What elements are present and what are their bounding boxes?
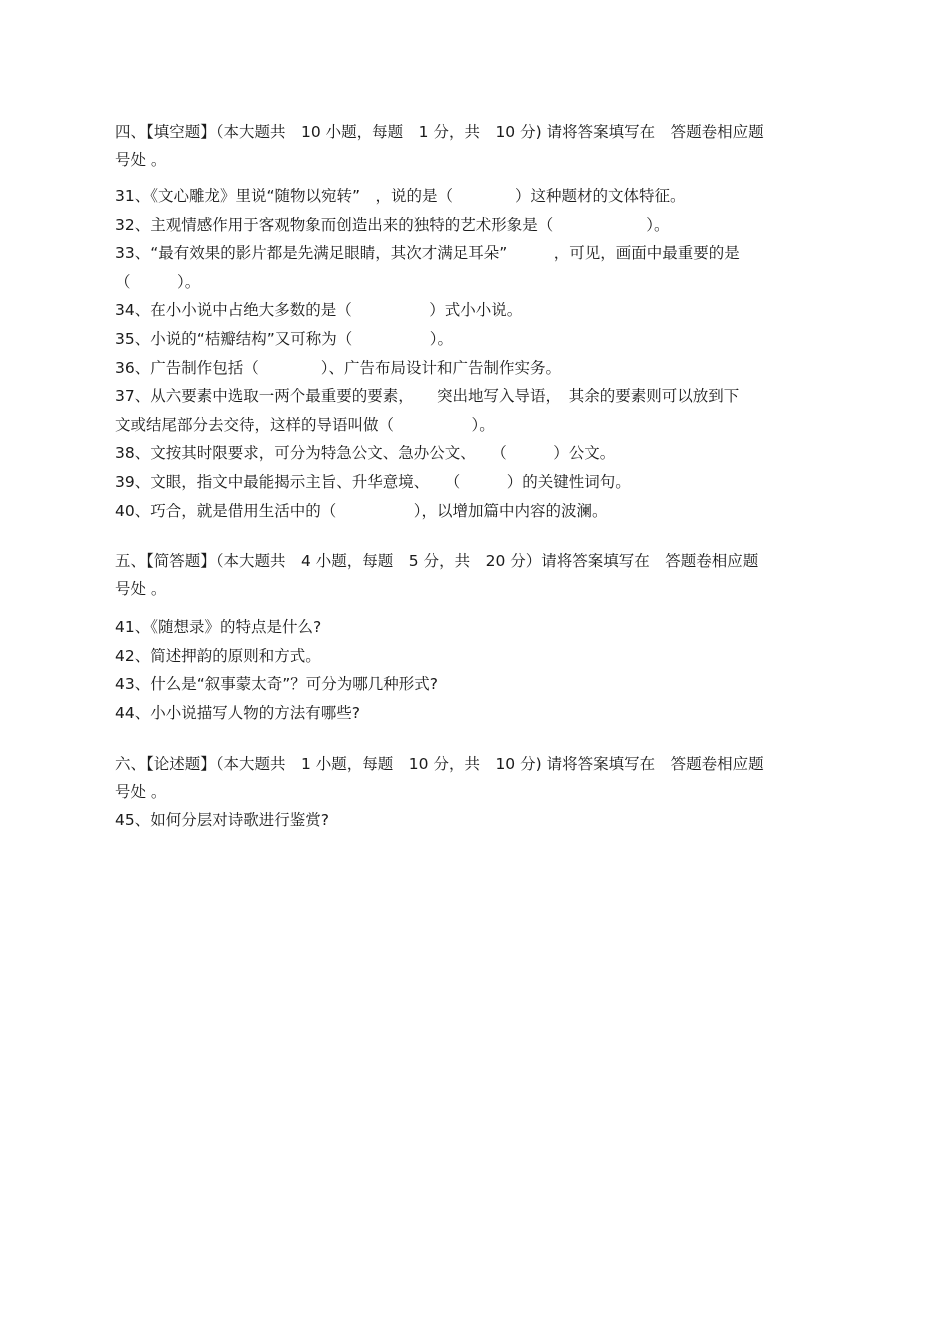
question-37: 37、从六要素中选取一两个最重要的要素， 突出地写入导语， 其余的要素则可以放到下 (115, 387, 740, 406)
question-list (115, 182, 827, 525)
section-header-line2: 号处 。 (115, 580, 167, 599)
question-36: 36、广告制作包括（ ）、广告布局设计和广告制作实务。 (115, 358, 561, 377)
question-34: 34、在小小说中占绝大多数的是（ ）式小小说。 (115, 301, 523, 320)
section-header (115, 750, 827, 806)
section-header (115, 547, 827, 603)
question-35: 35、小说的“桔瓣结构”又可称为（ ）。 (115, 329, 454, 348)
section-header-line2: 号处 。 (115, 782, 167, 801)
section-fill-in-blank (115, 118, 827, 525)
question-33: 33、“最有效果的影片都是先满足眼睛，其次才满足耳朵” ，可见，画面中最重要的是 (115, 244, 740, 263)
section-header-line1: 五、【简答题】（本大题共 4 小题，每题 5 分，共 20 分）请将答案填写在 答题卷相应题 (115, 552, 759, 571)
question-38: 38、文按其时限要求，可分为特急公文、急办公文、 （ ）公文。 (115, 444, 616, 463)
section-header-line1: 六、【论述题】（本大题共 1 小题，每题 10 分，共 10 分) 请将答案填写在 答题卷相应题 (115, 754, 764, 773)
exam-page (115, 118, 827, 834)
question-31: 31、《文心雕龙》里说“随物以宛转” ，说的是（ ）这种题材的文体特征。 (115, 187, 686, 205)
question-33-cont: （ ）。 (115, 272, 201, 291)
question-40: 40、巧合，就是借用生活中的（ ），以增加篇中内容的波澜。 (115, 501, 608, 520)
question-45: 45、如何分层对诗歌进行鉴赏? (115, 810, 329, 829)
question-list (115, 806, 827, 835)
section-essay (115, 750, 827, 835)
question-44: 44、小小说描写人物的方法有哪些? (115, 703, 360, 722)
question-41: 41、《随想录》的特点是什么? (115, 618, 322, 637)
section-header-line2: 号处 。 (115, 151, 167, 169)
section-short-answer (115, 547, 827, 727)
section-spacer (115, 525, 827, 547)
question-42: 42、简述押韵的原则和方式。 (115, 646, 321, 665)
question-32: 32、主观情感作用于客观物象而创造出来的独特的艺术形象是（ ）。 (115, 215, 670, 234)
section-header-line1: 四、【填空题】（本大题共 10 小题，每题 1 分，共 10 分) 请将答案填写在 答题卷相应题 (115, 123, 764, 141)
question-43: 43、什么是“叙事蒙太奇”？可分为哪几种形式? (115, 675, 439, 694)
question-39: 39、文眼，指文中最能揭示主旨、升华意境、 （ ）的关键性词句。 (115, 472, 631, 491)
section-spacer (115, 728, 827, 750)
question-list (115, 613, 827, 727)
question-37-cont: 文或结尾部分去交待，这样的导语叫做（ ）。 (115, 415, 495, 434)
section-header (115, 118, 827, 174)
